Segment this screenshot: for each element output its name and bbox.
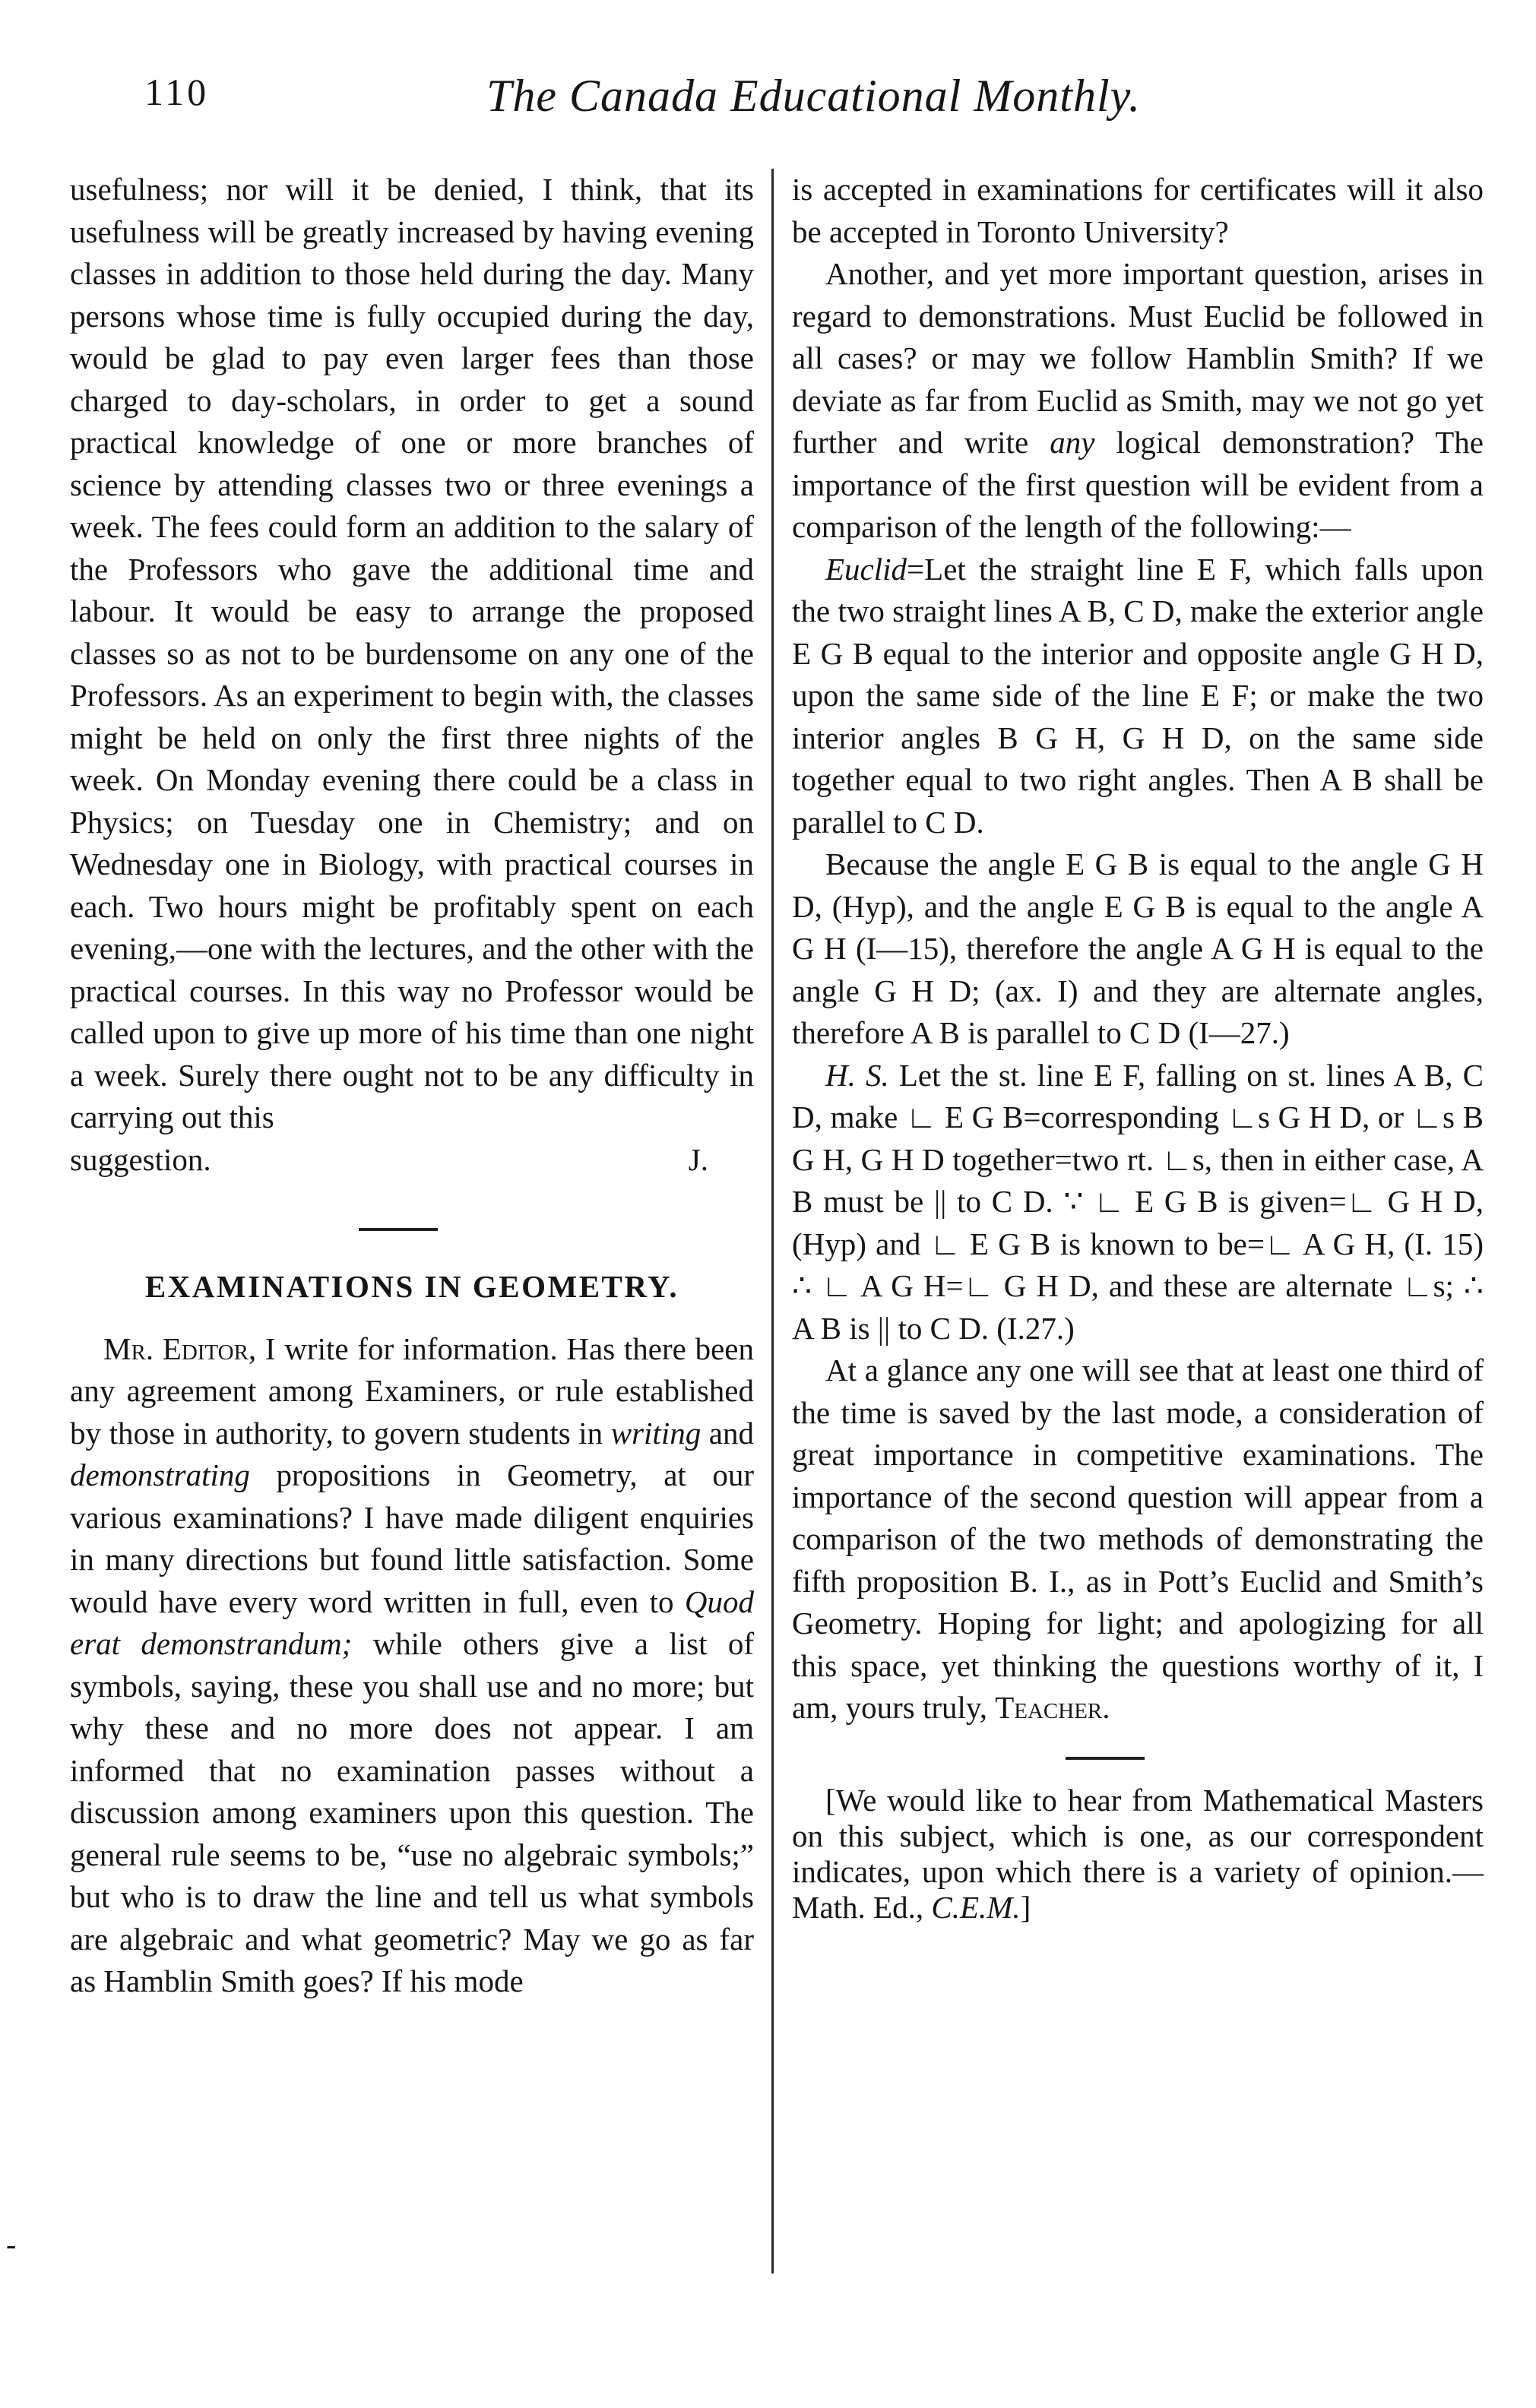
margin-mark: - (6, 2227, 17, 2261)
right-column (792, 169, 1484, 1925)
hs-label: H. S. (825, 1057, 889, 1093)
running-title: The Canada Educational Monthly. (486, 71, 1141, 121)
salutation: Mr. Editor, (103, 1331, 257, 1366)
editor-note: [We would like to hear from Mathematical Masters on this subject, which is one, as our correspondent indicates, upon which there is a variety of opinion.—Math. Ed., C.E.M.] (792, 1782, 1484, 1925)
smith-proof: H. S. Let the st. line E F, falling on st. lines A B, C D, make ∟ E G B=corresponding ∟s G H D, or ∟s B G H, G H D together=two rt. ∟s, then in either case, A B must be || to C D. ∵ ∟ E G B is given=∟ G H D, (Hyp) and ∟ E G B is known to be=∟ A G H, (I. 15) ∴ ∟ A G H=∟ G H D, and these are alternate ∟s; ∴ A B is || to C D. (I.27.) (792, 1057, 1484, 1346)
euclid-proof: Euclid=Let the straight line E F, which falls upon the two straight lines A B, C D, make the exterior angle E G B equal to the interior and opposite angle G H D, upon the same side of the line E F; or make the two interior angles B G H, G H D, on the same side together equal to two right angles. Then A B shall be parallel to C D. (792, 551, 1484, 840)
note-divider (1066, 1757, 1145, 1760)
teacher-signoff: Teacher. (995, 1690, 1110, 1725)
letter-body: Mr. Editor, I write for information. Has there been any agreement among Examiners, or rule established by those in authority, to govern students in writing and demonstrating propositions in Geometry, at our various examinations? I have made diligent enquiries in many directions but found little satisfaction. Some would have every word written in full, even to Quod erat demonstrandum; while others give a list of symbols, saying, these you shall use and no more; but why these and no more does not appear. I am informed that no examination passes without a discussion among examiners upon this question. The general rule seems to be, “use no algebraic symbols;” but who is to draw the line and tell us what symbols are algebraic and what geometric? May we go as far as Hamblin Smith goes? If his mode (70, 1331, 754, 1998)
question-continuation: is accepted in examinations for certificates will it also be accepted in Toronto University? (792, 172, 1484, 249)
closing-word: suggestion. (70, 1141, 211, 1177)
signature-line (70, 1139, 754, 1182)
signature-initial: J. (688, 1141, 708, 1177)
column-rule (771, 169, 774, 2274)
closing-paragraph: At a glance any one will see that at least one third of the time is saved by the last mode, a consideration of great importance in competitive examinations. The importance of the second question will appear from a comparison of the two methods of demonstrating the fifth proposition B. I., as in Pott’s Euclid and Smith’s Geometry. Hoping for light; and apologizing for all this space, yet thinking the questions worthy of it, I am, yours truly, Teacher. (792, 1353, 1484, 1725)
page-number: 110 (144, 71, 210, 113)
section-divider (359, 1228, 438, 1231)
second-question-paragraph: Another, and yet more important question, arises in regard to demonstrations. Must Euclid be followed in all cases? or may we follow Hamblin Smith? If we deviate as far from Euclid as Smith, may we not go yet further and write any logical demonstration? The importance of the first question will be evident from a comparison of the length of the following:— (792, 256, 1484, 544)
letter-continuation: usefulness; nor will it be denied, I think, that its usefulness will be greatly increased by having evening classes in addition to those held during the day. Many persons whose time is fully occupied during the day, would be glad to pay even larger fees than those charged to day-scholars, in order to get a sound practical knowledge of one or more branches of science by attending classes two or three evenings a week. The fees could form an addition to the salary of the Professors who gave the additional time and labour. It would be easy to arrange the proposed classes so as not to be burdensome on any one of the Professors. As an experiment to begin with, the classes might be held on only the first three nights of the week. On Monday evening there could be a class in Physics; on Tuesday one in Chemistry; and on Wednesday one in Biology, with practical courses in each. Two hours might be profitably spent on each evening,—one with the lectures, and the other with the practical courses. In this way no Professor would be called upon to give up more of his time than one night a week. Surely there ought not to be any difficulty in carrying out this (70, 172, 754, 1134)
section-heading: EXAMINATIONS IN GEOMETRY. (144, 1269, 679, 1304)
euclid-label: Euclid (825, 551, 907, 587)
left-column (70, 169, 754, 2003)
euclid-demonstration: Because the angle E G B is equal to the angle G H D, (Hyp), and the angle E G B is equal to the angle A G H (I—15), therefore the angle A G H is equal to the angle G H D; (ax. I) and they are alternate angles, therefore A B is parallel to C D (I—27.) (792, 846, 1484, 1050)
